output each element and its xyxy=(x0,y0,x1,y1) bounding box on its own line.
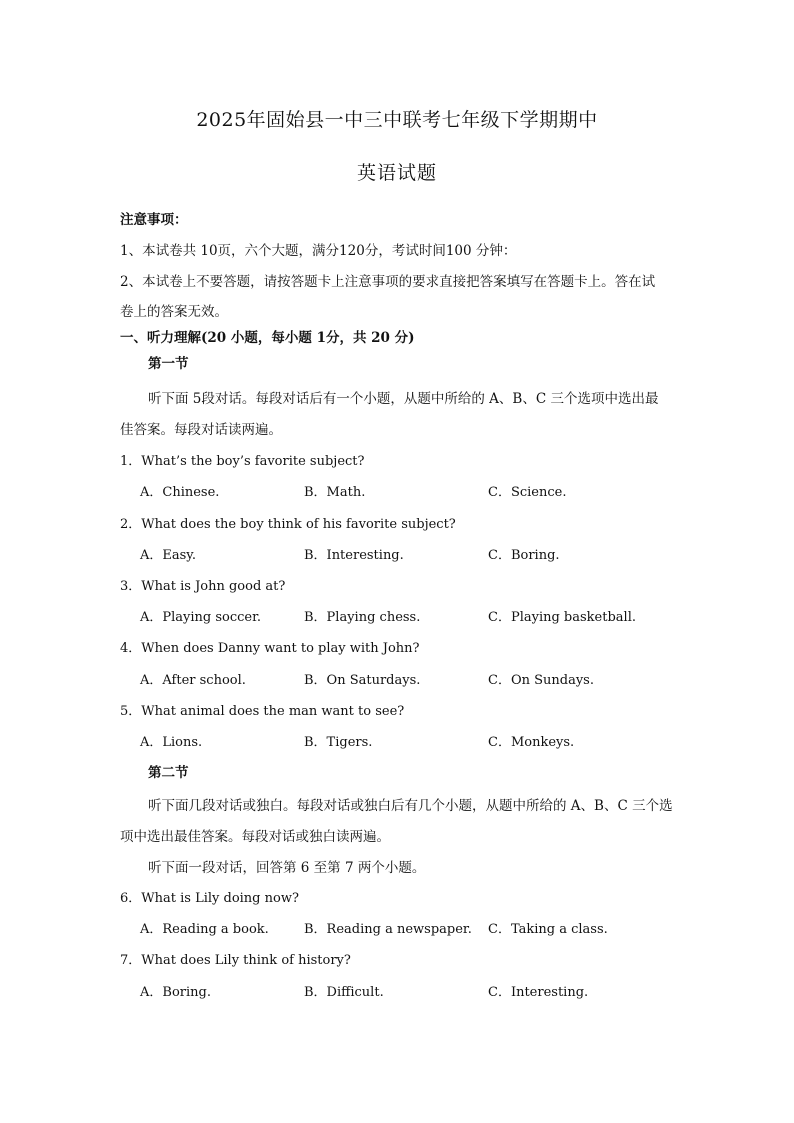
question-5-option-c: C．Monkeys. xyxy=(488,735,575,750)
question-6: 6．What is Lily doing now? xyxy=(120,891,299,906)
part-2-label: 第二节 xyxy=(148,765,189,781)
question-2-option-c: C．Boring. xyxy=(488,548,560,563)
question-7-option-b: B．Difficult. xyxy=(304,985,384,1000)
question-6-option-c: C．Taking a class. xyxy=(488,922,608,937)
question-3-option-b: B．Playing chess. xyxy=(304,610,421,625)
question-5: 5．What animal does the man want to see? xyxy=(120,704,405,719)
question-6-option-a: A．Reading a book. xyxy=(140,922,269,937)
part-2-instruction-line-1: 听下面几段对话或独白。每段对话或独白后有几个小题，从题中所给的 A、B、C 三个选 xyxy=(148,798,673,814)
part-2-sub-instruction: 听下面一段对话，回答第 6 至第 7 两个小题。 xyxy=(148,860,426,876)
question-4: 4．When does Danny want to play with John? xyxy=(120,641,420,656)
part-1-instruction-line-1: 听下面 5段对话。每段对话后有一个小题，从题中所给的 A、B、C 三个选项中选出最 xyxy=(148,391,659,407)
question-2-option-b: B．Interesting. xyxy=(304,548,404,563)
question-4-option-c: C．On Sundays. xyxy=(488,673,594,688)
question-3-option-c: C．Playing basketball. xyxy=(488,610,636,625)
question-7-option-a: A．Boring. xyxy=(140,985,211,1000)
question-5-option-b: B．Tigers. xyxy=(304,735,373,750)
section-heading: 一、听力理解(20 小题，每小题 1分，共 20 分) xyxy=(120,330,415,346)
part-2-instruction-line-2: 项中选出最佳答案。每段对话或独白读两遍。 xyxy=(120,829,390,845)
notice-heading: 注意事项： xyxy=(120,212,188,228)
question-3: 3．What is John good at? xyxy=(120,579,286,594)
notice-item-2-line-1: 2、本试卷上不要答题，请按答题卡上注意事项的要求直接把答案填写在答题卡上。答在试 xyxy=(120,274,656,290)
question-2-option-a: A．Easy. xyxy=(140,548,197,563)
exam-subtitle: 英语试题 xyxy=(356,162,437,184)
question-4-option-b: B．On Saturdays. xyxy=(304,673,421,688)
question-5-option-a: A．Lions. xyxy=(140,735,203,750)
notice-item-2-line-2: 卷上的答案无效。 xyxy=(120,304,228,320)
question-7: 7．What does Lily think of history? xyxy=(120,953,351,968)
question-2: 2．What does the boy think of his favorite subject? xyxy=(120,517,456,532)
exam-title: 2025年固始县一中三中联考七年级下学期期中 xyxy=(196,109,598,131)
question-7-option-c: C．Interesting. xyxy=(488,985,589,1000)
question-4-option-a: A．After school. xyxy=(140,673,246,688)
question-1: 1．What’s the boy’s favorite subject? xyxy=(120,454,365,469)
notice-item-1: 1、本试卷共 10页，六个大题，满分120分，考试时间100 分钟： xyxy=(120,243,517,259)
part-1-label: 第一节 xyxy=(148,356,189,372)
question-1-option-c: C．Science. xyxy=(488,485,567,500)
question-3-option-a: A．Playing soccer. xyxy=(140,610,262,625)
question-1-option-b: B．Math. xyxy=(304,485,366,500)
question-6-option-b: B．Reading a newspaper. xyxy=(304,922,472,937)
part-1-instruction-line-2: 佳答案。每段对话读两遍。 xyxy=(120,422,282,438)
question-1-option-a: A．Chinese. xyxy=(140,485,220,500)
